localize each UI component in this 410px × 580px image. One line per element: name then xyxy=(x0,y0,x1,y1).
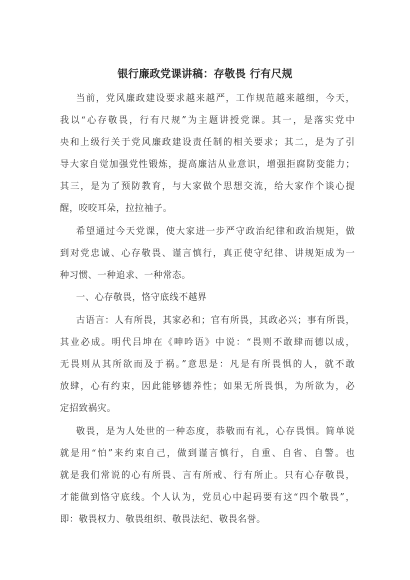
paragraph-line: 醒，咬咬耳朵，拉拉袖子。 xyxy=(60,204,173,214)
paragraph-line: 央和上级行关于党风廉政建设责任制的相关要求；其二，是为了引 xyxy=(60,138,355,148)
paragraph-line: 即：敬畏权力、敬畏组织、敬畏法纪、敬畏名誉。 xyxy=(60,515,266,525)
paragraph-line: 放肆，心有约束，因此能够德养性；如果无所畏惧，为所欲为，必 xyxy=(60,382,355,392)
section-heading: 一、心存敬畏，恪守底线不越界 xyxy=(76,293,207,303)
paragraph-line: 其业必成。明代吕坤在《呻吟语》中说：“畏则不敢肆而德以成， xyxy=(60,338,355,348)
document-title: 银行廉政党课讲稿：存敬畏 行有尺规 xyxy=(117,68,293,80)
paragraph-line: 种习惯、一种追求、一种常态。 xyxy=(60,271,191,281)
paragraph-line: 导大家自觉加强党性锻炼，提高廉洁从业意识，增强拒腐防变能力； xyxy=(60,160,355,170)
paragraph-line: 其三，是为了预防教育，与大家做个思想交流，给大家作个谈心提 xyxy=(60,182,355,192)
paragraph-line: 定招致祸灾。 xyxy=(60,404,117,414)
paragraph-line: 无畏则从其所欲而及于祸。”意思是：凡是有所畏惧的人，就不敢 xyxy=(60,360,355,370)
paragraph-line: 才能做到恪守底线。个人认为，党员心中起码要有这“四个敬畏”， xyxy=(60,493,355,503)
paragraph-line: 古语言：人有所畏，其家必和；官有所畏，其政必兴；事有所畏， xyxy=(76,316,355,326)
paragraph-line: 敬畏，是为人处世的一种态度，恭敬而有礼，心存畏惧。简单说 xyxy=(76,427,355,437)
paragraph-line: 我以“心存敬畏，行有尺规”为主题讲授党课。其一，是落实党中 xyxy=(60,116,355,126)
paragraph-line: 希望通过今天党课，使大家进一步严守政治纪律和政治规矩，做 xyxy=(76,227,355,237)
paragraph-line: 就是我们常说的心有所畏、言有所戒、行有所止。只有心存敬畏， xyxy=(60,471,355,481)
paragraph-line: 当前，党风廉政建设要求越来越严，工作规范越来越细，今天， xyxy=(76,94,355,104)
paragraph-line: 就是用“怕”来约束自己，做到谨言慎行，自重、自省、自警。也 xyxy=(60,449,355,459)
paragraph-line: 到对党忠诚、心存敬畏、谨言慎行，真正使守纪律、讲规矩成为一 xyxy=(60,249,355,259)
